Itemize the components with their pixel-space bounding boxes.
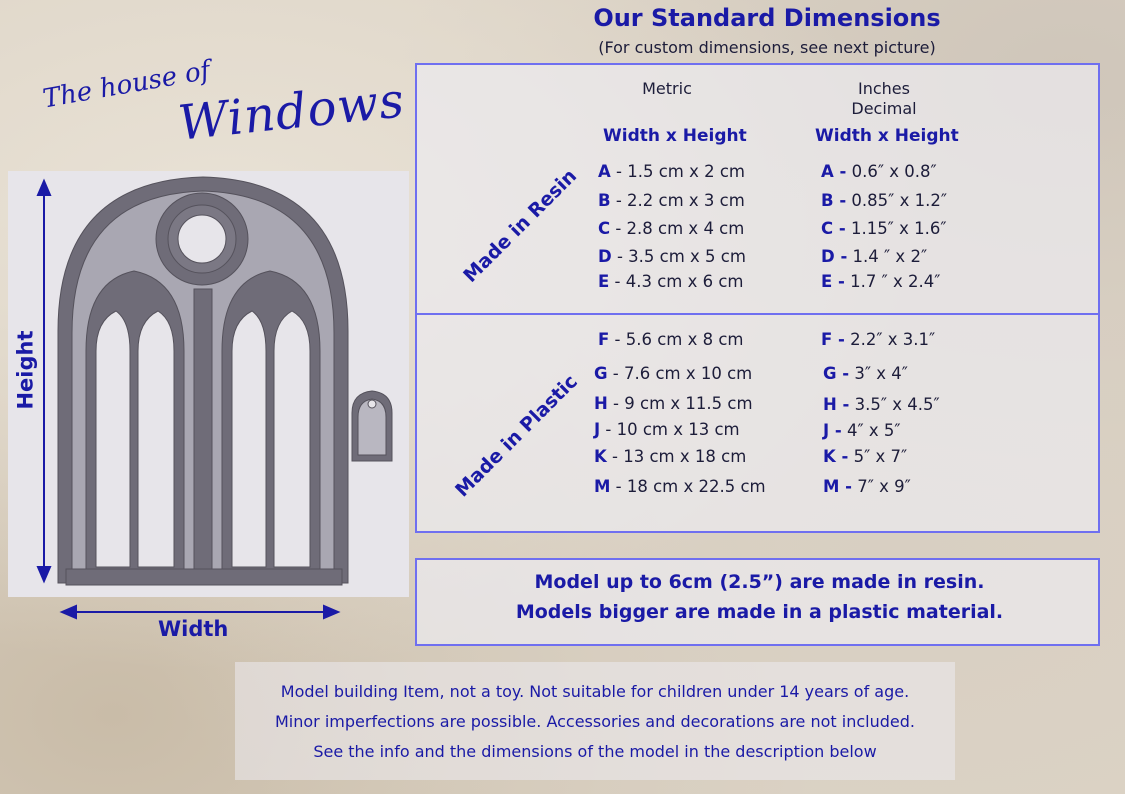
plastic-inches-row: G - 3″ x 4″ [823,364,908,383]
resin-metric-row: D - 3.5 cm x 5 cm [598,247,746,266]
plastic-inches-row: F - 2.2″ x 3.1″ [821,330,936,349]
plastic-metric-row: F - 5.6 cm x 8 cm [598,330,744,349]
resin-inches-row: C - 1.15″ x 1.6″ [821,219,947,238]
metric-column-head: Width x Height [603,126,747,146]
decimal-label: Decimal [851,99,917,118]
resin-metric-row: A - 1.5 cm x 2 cm [598,162,745,181]
logo-line2: Windows [175,72,408,152]
width-arrow [8,171,409,597]
note-line1: Model up to 6cm (2.5”) are made in resin. [534,571,985,593]
height-label: Height [13,330,38,410]
disclaimer [235,662,955,780]
width-label: Width [158,617,229,641]
plastic-metric-row: J - 10 cm x 13 cm [594,420,740,439]
disclaimer-line1: Model building Item, not a toy. Not suitable for children under 14 years of age. [280,682,910,701]
inches-column-head: Width x Height [815,126,959,146]
resin-metric-row: E - 4.3 cm x 6 cm [598,272,744,291]
disclaimer-line3: See the info and the dimensions of the model in the description below [313,742,877,761]
plastic-inches-row: K - 5″ x 7″ [823,447,908,466]
resin-inches-row: D - 1.4 ″ x 2″ [821,247,928,266]
resin-section [415,63,1100,315]
metric-label: Metric [642,79,692,98]
plastic-metric-row: K - 13 cm x 18 cm [594,447,747,466]
page-title: Our Standard Dimensions [593,4,941,32]
logo-line1: The house of [40,55,213,115]
plastic-metric-row: G - 7.6 cm x 10 cm [594,364,753,383]
plastic-metric-row: H - 9 cm x 11.5 cm [594,394,753,413]
material-note [415,558,1100,646]
disclaimer-line2: Minor imperfections are possible. Accessories and decorations are not included. [275,712,915,731]
plastic-metric-row: M - 18 cm x 22.5 cm [594,477,766,496]
plastic-label: Made in Plastic [451,370,582,502]
note-line2: Models bigger are made in a plastic material. [515,601,1004,623]
resin-inches-row: E - 1.7 ″ x 2.4″ [821,272,941,291]
page-subtitle: (For custom dimensions, see next picture) [598,38,936,57]
resin-metric-row: C - 2.8 cm x 4 cm [598,219,745,238]
resin-inches-row: B - 0.85″ x 1.2″ [821,191,947,210]
plastic-section [415,313,1100,533]
plastic-inches-row: J - 4″ x 5″ [823,421,901,440]
resin-inches-row: A - 0.6″ x 0.8″ [821,162,937,181]
product-photo [8,171,409,597]
resin-metric-row: B - 2.2 cm x 3 cm [598,191,745,210]
resin-label: Made in Resin [459,165,582,287]
plastic-inches-row: H - 3.5″ x 4.5″ [823,395,940,414]
plastic-inches-row: M - 7″ x 9″ [823,477,911,496]
logo [36,55,408,152]
inches-label: Inches [858,79,910,98]
